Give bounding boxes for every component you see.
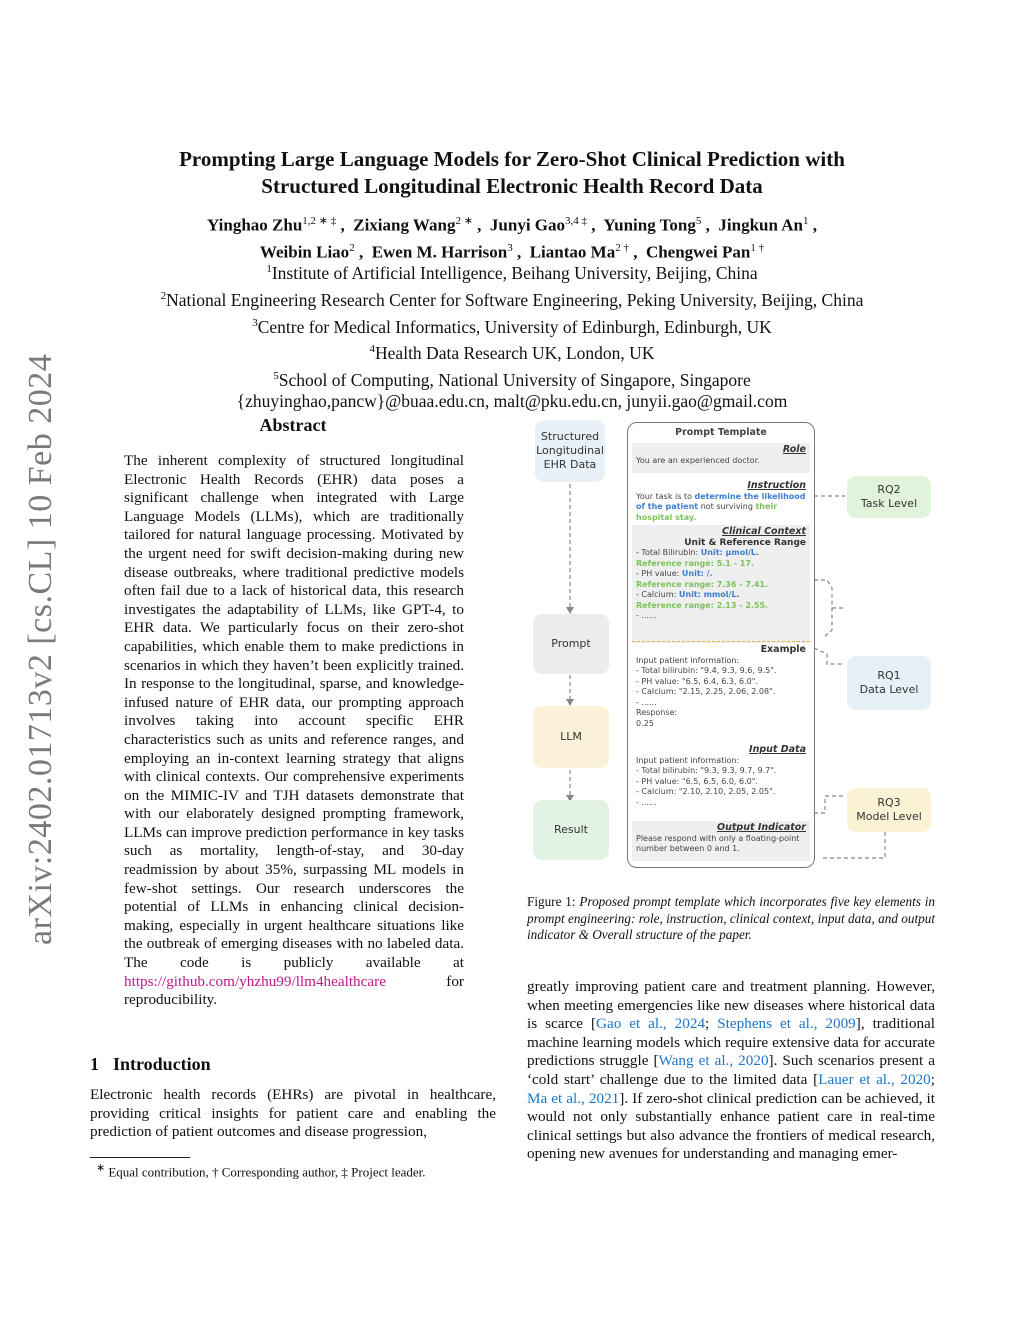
author-sup: 1 — [802, 215, 809, 227]
abstract-body — [124, 452, 464, 1010]
citation-link[interactable]: Ma et al., 2021 — [527, 1089, 620, 1107]
affiliation-list — [40, 258, 984, 410]
role-section — [632, 443, 810, 473]
brace-context — [814, 580, 832, 636]
abstract-text: The inherent complexity of structured longitudinal Electronic Health Records (EHR) data poses a significant challenge when integrated with Large Language Models (LLMs), which are traditionally tailored for natural language processing. Motivated by the urgent need for swift decision-making during new disease outbreaks, where traditional predictive models often fail due to a lack of historical data, this research investigates the adaptability of LLMs, like GPT-4, to EHR data. We particularly focus on their zero-shot capabilities, which enable them to make predictions in scenarios in which they haven’t been explicitly trained. In response to the longitudinal, sparse, and knowledge-infused nature of EHR data, our prompting approach involves taking into account specific EHR characteristics such as units and reference ranges, and employing an in-context learning strategy that aligns with clinical contexts. Our comprehensive experiments on the MIMIC-IV and TJH datasets demonstrate that with our elaborately designed prompting framework, LLMs can improve prediction performance in key tasks such as mortality, length-of-stay, and 30-day readmission by about 35%, surpassing ML models in few-shot settings. Our research underscores the potential of LLMs in enhancing clinical decision-making, especially in urgent healthcare situations like the outbreak of emerging diseases with no labeled data. The code is publicly available at — [124, 452, 464, 972]
reference-range: Reference range: 5.1 - 17. — [636, 558, 754, 568]
output-indicator-heading: Output Indicator — [717, 822, 806, 833]
arxiv-identifier: arXiv:2402.01713v2 [cs.CL] 10 Feb 2024 — [22, 353, 59, 945]
clinical-context-heading: Clinical Context — [721, 526, 806, 537]
input-data-heading: Input Data — [749, 744, 806, 755]
role-text: You are an experienced doctor. — [636, 455, 760, 465]
rq2-box: RQ2 Task Level — [847, 476, 931, 518]
paper-title — [60, 146, 964, 200]
author: Jingkun An — [718, 215, 803, 235]
affiliation: $^5$School of Computing, National University of Singapore, Singapore — [273, 370, 751, 391]
ehr-data-box: Structured Longitudinal EHR Data — [535, 420, 605, 482]
author: Yinghao Zhu — [207, 215, 303, 235]
email-list: {zhuyinghao,pancw}@buaa.edu.cn, malt@pku.edu.cn, junyii.gao@gmail.com — [236, 391, 788, 412]
caption-label: Figure 1: — [527, 894, 576, 909]
author-sup: 2 ∗ — [455, 215, 473, 227]
caption-text: Proposed prompt template which incorporates five key elements in prompt engineering: role, instruction, clinical context, input data, and output indicator & Overall structure of the paper. — [527, 894, 936, 942]
instruction-section: Instruction Your task is to determine the likelihood of the patient not surviving their hospital stay. — [636, 480, 806, 522]
connector-rq1 — [814, 648, 845, 664]
citation-link[interactable]: Stephens et al., 2009 — [717, 1015, 856, 1033]
author: Zixiang Wang — [353, 215, 456, 235]
affiliation: $^3$Centre for Medical Informatics, University of Edinburgh, Edinburgh, UK — [252, 316, 772, 337]
prompt-box: Prompt — [533, 614, 609, 674]
example-heading: Example — [760, 644, 806, 655]
affiliation: $^2$National Engineering Research Center for Software Engineering, Peking University, Beijing, China — [160, 289, 864, 310]
citation-link[interactable]: Gao et al., 2024 — [596, 1015, 706, 1033]
citation-link[interactable]: Wang et al., 2020 — [658, 1052, 769, 1070]
footnote-mark: ∗ — [96, 1162, 106, 1174]
context-line: - Total Bilirubin: Unit: μmol/L. — [636, 548, 760, 557]
author: Yuning Tong — [603, 215, 696, 235]
author: Weibin Liao — [259, 242, 350, 262]
author-sup: 3,4 ‡ — [565, 215, 588, 227]
prompt-template — [627, 422, 815, 868]
affiliation: $^4$Health Data Research UK, London, UK — [369, 343, 655, 364]
code-repo-link[interactable]: https://github.com/yhzhu99/llm4healthcare — [124, 972, 386, 990]
intro-text: Electronic health records (EHRs) are pivotal in healthcare, providing critical insights for patient care and enabling the prediction of patient outcomes and disease progression, — [90, 1086, 496, 1141]
rq3-box: RQ3 Model Level — [847, 788, 931, 832]
author-list: Yinghao Zhu$^{1,2 ∗ \ddagger}$ , Zixiang Wang$^{2 ∗}$ , Junyi Gao$^{3,4 \ddagger}$ , Yuning Tong$^5$ , Jingkun An$^1$ , Weibin Liao$^2$ , Ewen M. Harrison$^3$ , Liantao $Ma^{2 \dagger}$ , Chengwei Pan$^{1 \dagger}$ — [207, 215, 817, 262]
instruction-heading: Instruction — [747, 480, 806, 491]
llm-box: LLM — [533, 706, 609, 768]
context-line: - PH value: Unit: /. — [636, 569, 713, 578]
author: Ewen M. Harrison — [371, 242, 508, 262]
author-sup: 3 — [507, 241, 513, 254]
section-title: Introduction — [113, 1054, 211, 1074]
example-section: Example Input patient information: - Total bilirubin: "9.4, 9.3, 9.6, 9.5". - PH value: "6.5, 6.4, 6.3, 6.0". - Calcium: "2.15, 2.25, 2.06, 2.08". - ...... Response: 0.25 — [636, 644, 806, 728]
author-sup: 1,2 ∗ ‡ — [302, 215, 337, 227]
figure-1 — [527, 418, 937, 878]
output-indicator-section — [632, 821, 810, 861]
role-heading: Role — [782, 444, 806, 455]
reference-range: Reference range: 2.13 - 2.55. — [636, 600, 769, 610]
context-ellipsis: - ...... — [636, 611, 657, 620]
citation-link[interactable]: Lauer et al., 2020 — [818, 1070, 931, 1088]
author-sup: 2 † — [615, 241, 629, 254]
abstract-heading: Abstract — [259, 415, 327, 435]
footnote — [96, 1161, 426, 1180]
abstract-tail: for reproducibility. — [124, 972, 464, 1009]
intro-heading — [90, 1054, 225, 1075]
output-indicator-text: Please respond with only a floating-point number between 0 and 1. — [636, 833, 800, 853]
clinical-context-section — [632, 525, 810, 643]
affiliation: $^1$Institute of Artificial Intelligence, Beihang University, Beijing, China — [266, 262, 758, 283]
rq1-box: RQ1 Data Level — [847, 656, 931, 710]
author-sup: 2 — [349, 241, 355, 254]
author: Chengwei Pan — [645, 242, 751, 262]
author: Junyi Gao — [489, 215, 566, 235]
title-line-1: Prompting Large Language Models for Zero-Shot Clinical Prediction with — [179, 147, 845, 171]
context-line: - Calcium: Unit: mmol/L. — [636, 590, 740, 599]
template-title: Prompt Template — [675, 427, 767, 438]
result-box: Result — [533, 800, 609, 860]
author-sup: 1 † — [750, 241, 765, 254]
author-sup: 5 — [695, 215, 702, 227]
unit-range-heading: Unit & Reference Range — [684, 537, 806, 548]
author: Liantao Ma — [529, 242, 616, 262]
title-line-2: Structured Longitudinal Electronic Health Record Data — [261, 174, 763, 198]
footnote-text: Equal contribution, † Corresponding author, ‡ Project leader. — [108, 1164, 426, 1180]
footnote-rule — [90, 1157, 190, 1158]
connector-rq3 — [814, 796, 845, 813]
example-divider — [632, 641, 810, 642]
figure-caption — [527, 894, 935, 944]
input-data-section: Input Data Input patient information: - Total bilirubin: "9.3, 9.3, 9.7, 9.7". - PH value: "6.5, 6.5, 6.0, 6.0". - Calcium: "2.10, 2.10, 2.05, 2.05". - ...... — [636, 744, 806, 807]
reference-range: Reference range: 7.36 - 7.41. — [636, 579, 769, 589]
right-column-text: greatly improving patient care and treatment planning. However, when meeting emergencies like new diseases where historical data is scarce [Gao et al., 2024; Stephens et al., 2009], traditional machine learning models which require extensive data for accurate predictions struggle [Wang et al., 2020]. Such scenarios present a ‘cold start’ challenge due to the limited data [Lauer et al., 2020; Ma et al., 2021]. If zero-shot clinical prediction can be achieved, it would not only substantially enhance patient care in real-time clinical settings but also advance the frontiers of medical research, opening new avenues for understanding and managing emer- — [527, 978, 936, 1163]
section-number: 1 — [90, 1054, 99, 1074]
